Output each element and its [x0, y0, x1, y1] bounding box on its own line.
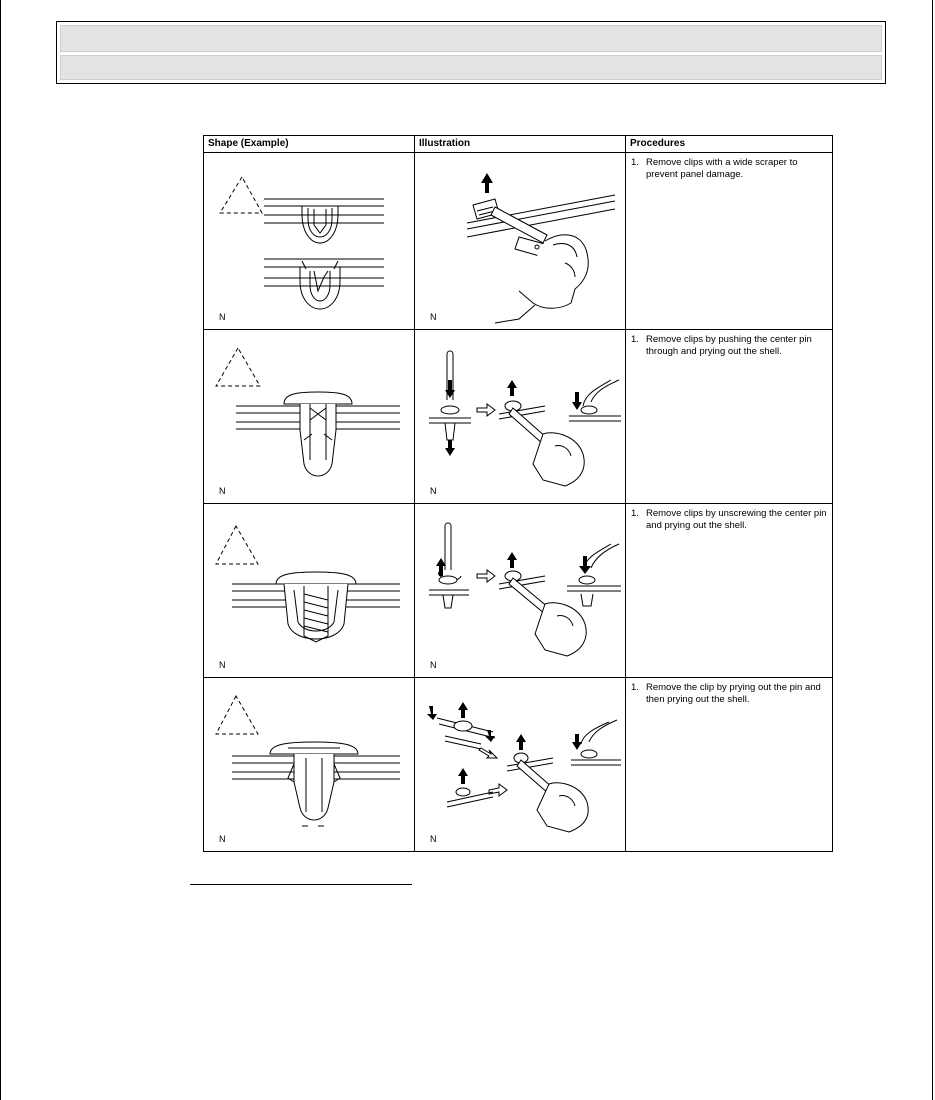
- table-row: [204, 153, 833, 330]
- illustration-cell: [415, 153, 626, 330]
- table-row: [204, 678, 833, 852]
- step-number: 1.: [631, 508, 639, 519]
- push-pin-clip-diagram: [204, 330, 414, 503]
- figure-label: N: [430, 312, 437, 322]
- step-number: 1.: [631, 157, 639, 168]
- pry-pin-illustration: [415, 678, 625, 851]
- shape-cell: [204, 330, 415, 504]
- shape-cell: [204, 678, 415, 852]
- header-title-bar: [60, 25, 882, 52]
- illustration-cell: [415, 678, 626, 852]
- step-number: 1.: [631, 682, 639, 693]
- footnote-rule: [190, 884, 412, 885]
- caution-triangle: [216, 696, 258, 734]
- push-pin-illustration: [415, 330, 625, 503]
- scraper-illustration: [415, 153, 625, 329]
- procedure-cell: [626, 153, 833, 330]
- screw-pin-illustration: [415, 504, 625, 677]
- pry-pin-clip-diagram: [204, 678, 414, 851]
- step-number: 1.: [631, 334, 639, 345]
- figure-label: N: [430, 486, 437, 496]
- procedure-cell: [626, 330, 833, 504]
- header-illustration: Illustration: [415, 136, 626, 153]
- illustration-cell: [415, 504, 626, 678]
- header-box: [56, 21, 886, 84]
- figure-label: N: [430, 834, 437, 844]
- step-text: Remove clips with a wide scraper to prevent panel damage.: [646, 157, 798, 180]
- procedure-step: [626, 330, 832, 358]
- step-text: Remove clips by pushing the center pin through and prying out the shell.: [646, 334, 812, 357]
- illustration-cell: [415, 330, 626, 504]
- figure-label: N: [219, 312, 226, 322]
- figure-label: N: [219, 486, 226, 496]
- header-subtitle-bar: [60, 55, 882, 80]
- figure-label: N: [219, 834, 226, 844]
- procedure-cell: [626, 678, 833, 852]
- page-right-rule: [932, 0, 933, 1100]
- step-text: Remove the clip by prying out the pin and then prying out the shell.: [646, 682, 821, 705]
- screw-pin-clip-diagram: [204, 504, 414, 677]
- shape-cell: [204, 153, 415, 330]
- procedure-step: [626, 153, 832, 181]
- caution-triangle: [216, 526, 258, 564]
- table-header-row: [204, 136, 833, 153]
- caution-triangle: [216, 348, 260, 386]
- figure-label: N: [219, 660, 226, 670]
- procedure-cell: [626, 504, 833, 678]
- step-text: Remove clips by unscrewing the center pin and prying out the shell.: [646, 508, 827, 531]
- procedure-step: [626, 504, 832, 532]
- scraper-clip-diagram: [204, 153, 414, 329]
- procedure-step: [626, 678, 832, 706]
- header-shape: Shape (Example): [204, 136, 415, 153]
- table-row: [204, 330, 833, 504]
- header-procedures: Procedures: [626, 136, 833, 153]
- clip-removal-table: [203, 135, 833, 852]
- caution-triangle: [220, 177, 262, 213]
- table-row: [204, 504, 833, 678]
- shape-cell: [204, 504, 415, 678]
- page-left-rule: [0, 0, 1, 1100]
- figure-label: N: [430, 660, 437, 670]
